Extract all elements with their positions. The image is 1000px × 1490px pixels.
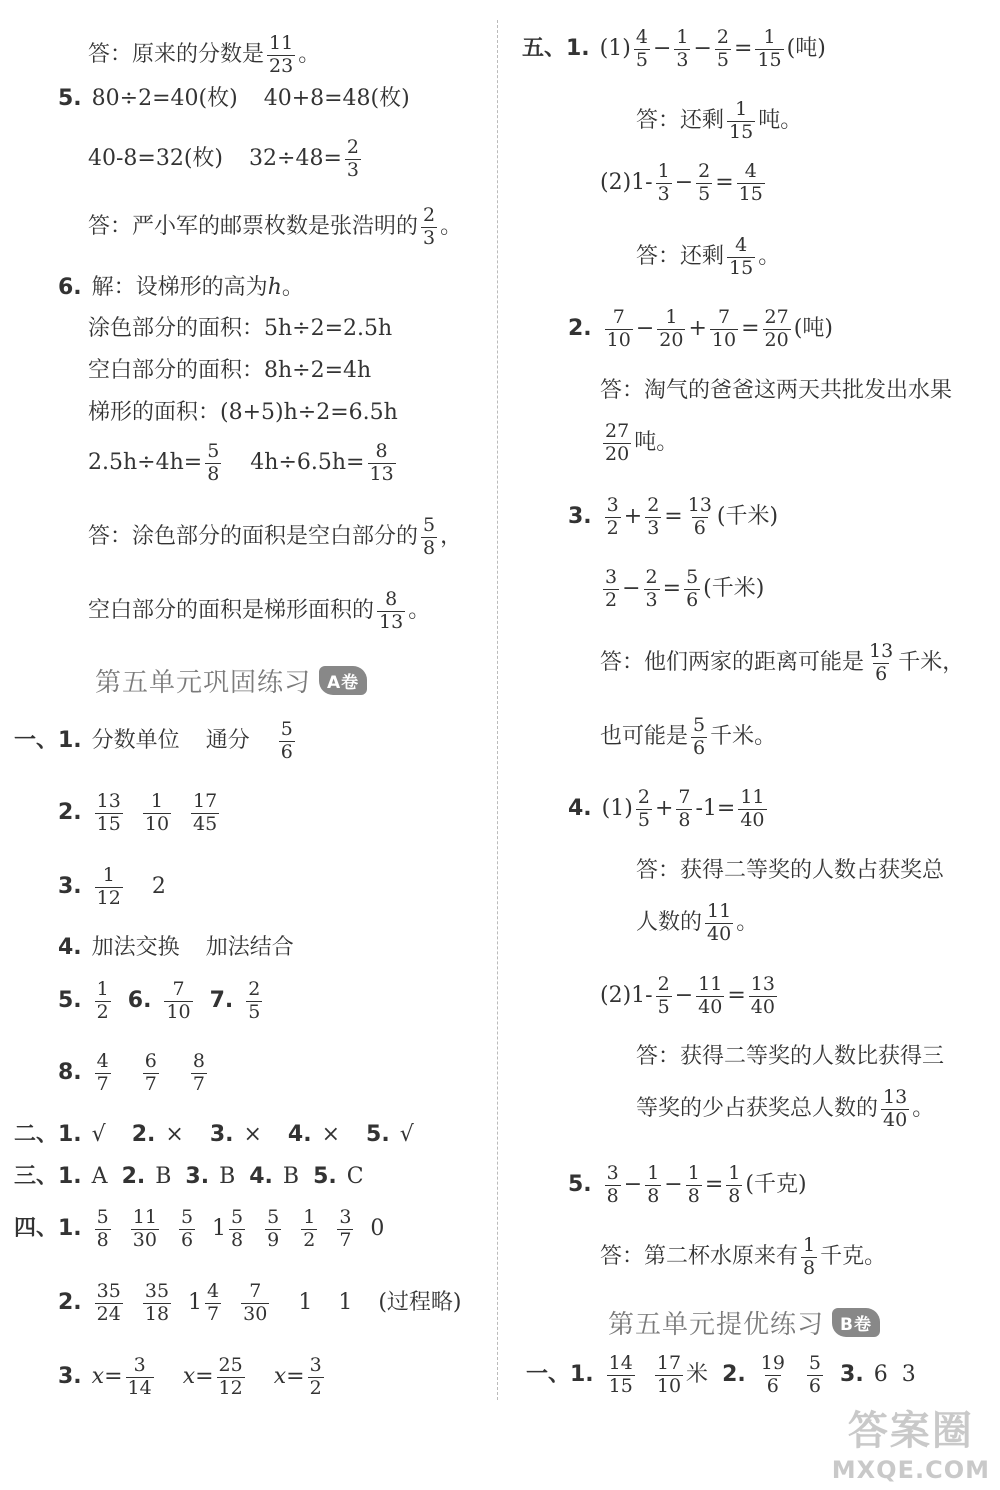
fraction: $\frac{6}{7}$ [144, 1050, 157, 1095]
answer-line: 答：获得二等奖的人数比获得三 [636, 1044, 945, 1069]
work-line: 涂色部分的面积：5h÷2=2.5h [88, 316, 393, 341]
question-number: 5. [568, 1172, 592, 1198]
fraction: $\frac{27}{20}$ [605, 420, 630, 465]
answer-line: 答：还剩 $\frac{1}{15}$ 吨。 [636, 98, 803, 143]
fraction: $\frac{25}{12}$ [218, 1354, 243, 1399]
question-number: 四、1. [14, 1216, 82, 1242]
fraction: $\frac{1}{2}$ [303, 1206, 316, 1251]
fraction: $\frac{13}{40}$ [883, 1086, 908, 1131]
right-column [500, 0, 1000, 1490]
fraction: $\frac{13}{40}$ [750, 973, 775, 1018]
fraction: $\frac{1}{20}$ [659, 306, 684, 351]
fraction: $\frac{1}{8}$ [687, 1162, 700, 1207]
section-3: 三、1. A 2. B 3. B 4. B 5. C [14, 1164, 364, 1189]
fraction: $\frac{4}{15}$ [738, 160, 763, 205]
fraction: $\frac{5}{6}$ [693, 714, 706, 759]
fraction: $\frac{7}{10}$ [606, 306, 631, 351]
fraction: $\frac{4}{15}$ [729, 234, 754, 279]
section-1-q5-7 [58, 980, 265, 1023]
fraction: $\frac{11}{23}$ [269, 32, 294, 77]
fraction: $\frac{3}{7}$ [339, 1206, 352, 1251]
section-5-q2: 2. $\frac{7}{10}$ − $\frac{1}{20}$ + $\frac{7}{10}$ = $\frac{27}{20}$ (吨) [568, 306, 833, 351]
fraction: $\frac{13}{15}$ [96, 790, 121, 835]
fraction: $\frac{5}{8}$ [423, 514, 436, 559]
fraction: $\frac{5}{6}$ [808, 1352, 822, 1397]
answer-line: 答：涂色部分的面积是空白部分的 $\frac{5}{8}$ ， [88, 514, 463, 559]
equation-line: 40-8=32(枚) 32÷48= $\frac{2}{3}$ [88, 136, 359, 181]
section-2: 二、1. √ 2. × 3. × 4. × 5. √ [14, 1122, 414, 1147]
fraction: $\frac{17}{45}$ [193, 790, 218, 835]
fraction: $\frac{17}{10}$ [656, 1352, 682, 1397]
fraction: $\frac{1}{3}$ [676, 26, 689, 71]
question-number: 3. [58, 874, 82, 900]
question-6: 6. 解：设梯形的高为 h 。 [58, 275, 304, 300]
work-line: 梯形的面积：(8+5)h÷2=6.5h [88, 400, 398, 425]
fraction: $\frac{2}{5}$ [698, 160, 711, 205]
question-number: 4. [568, 796, 592, 822]
section-badge: B卷 [832, 1308, 880, 1337]
fraction: $\frac{11}{40}$ [740, 786, 765, 831]
section-1-q1: 一、1. 分数单位 通分 $\frac{5}{6}$ [14, 718, 293, 763]
fraction: $\frac{14}{15}$ [608, 1352, 633, 1397]
work-line: 空白部分的面积：8h÷2=4h [88, 358, 372, 383]
answer-line: 答：淘气的爸爸这两天共批发出水果 [600, 378, 953, 403]
fraction: $\frac{1}{3}$ [657, 160, 670, 205]
answer-line: 答：原来的分数是 $\frac{11}{23}$ 。 [88, 32, 321, 77]
fraction: $\frac{1}{8}$ [728, 1162, 741, 1207]
fraction: $\frac{13}{6}$ [687, 494, 712, 539]
fraction: $\frac{11}{30}$ [132, 1206, 157, 1251]
question-5: 5. 80÷2=40(枚) 40+8=48(枚) [58, 86, 410, 111]
question-number: 3. [58, 1364, 82, 1390]
question-number: 7. [209, 988, 234, 1014]
fraction: $\frac{5}{6}$ [686, 566, 699, 611]
fraction: $\frac{8}{13}$ [369, 440, 394, 485]
question-number: 2. [58, 1290, 82, 1316]
fraction: $\frac{3}{2}$ [309, 1354, 322, 1399]
question-number: 5. [58, 86, 82, 111]
question-number: 二、1. [14, 1122, 82, 1147]
section-5-q3: 3. $\frac{3}{2}$ + $\frac{2}{3}$ = $\frac{13}{6}$ (千米) [568, 494, 779, 539]
question-number: 3. [568, 504, 592, 530]
question-number: 8. [58, 1060, 82, 1086]
fraction: $\frac{7}{8}$ [678, 786, 691, 831]
watermark: 答案圈 MXQE.COM [831, 1408, 990, 1484]
fraction: $\frac{2}{5}$ [637, 786, 650, 831]
fraction: $\frac{2}{3}$ [645, 566, 658, 611]
answer-line: $\frac{27}{20}$ 吨。 [605, 420, 679, 465]
equation-line: 2.5h÷4h= $\frac{5}{8}$ 4h÷6.5h= $\frac{8}{13}$ [88, 440, 394, 485]
section-1-q2 [58, 792, 222, 835]
equation-line: (2)1- $\frac{2}{5}$ − $\frac{11}{40}$ = $\frac{13}{40}$ [600, 973, 775, 1018]
fraction: $\frac{2}{5}$ [248, 978, 261, 1023]
fraction: $\frac{3}{2}$ [605, 566, 618, 611]
question-number: 2. [58, 800, 82, 826]
fraction: $\frac{13}{6}$ [869, 640, 894, 685]
answer-line: 答：第二杯水原来有 $\frac{1}{8}$ 千克。 [600, 1234, 887, 1279]
fraction: $\frac{19}{6}$ [760, 1352, 785, 1397]
section-5-q1: 五、1. (1) $\frac{4}{5}$ − $\frac{1}{3}$ − $\frac{2}{5}$ = $\frac{1}{15}$ (吨) [522, 26, 826, 71]
question-number: 一、1. [14, 728, 82, 754]
fraction: $\frac{2}{3}$ [423, 204, 436, 249]
fraction: $\frac{3}{2}$ [606, 494, 619, 539]
equation-line: $\frac{3}{2}$ − $\frac{2}{3}$ = $\frac{5}{6}$ (千米) [605, 566, 765, 611]
section-4-q3: 3. x= $\frac{3}{14}$ x= $\frac{25}{12}$ x= $\frac{3}{2}$ [58, 1354, 322, 1399]
fraction: $\frac{2}{3}$ [647, 494, 660, 539]
fraction: $\frac{7}{10}$ [166, 978, 191, 1023]
answer-line: 答：还剩 $\frac{4}{15}$ 。 [636, 234, 781, 279]
fraction: $\frac{8}{7}$ [192, 1050, 205, 1095]
fraction: $\frac{7}{30}$ [243, 1280, 268, 1325]
fraction: $\frac{1}{15}$ [757, 26, 782, 71]
section-b-q1: 一、1. $\frac{14}{15}$ $\frac{17}{10}$ 米 2. $\frac{19}{6}$ $\frac{5}{6}$ 3. 6 3 [526, 1352, 916, 1397]
answer-line: 答：获得二等奖的人数占获奖总 [636, 858, 945, 883]
question-number: 五、1. [522, 36, 590, 62]
fraction: $\frac{35}{24}$ [96, 1280, 121, 1325]
left-column [0, 0, 495, 1490]
fraction: $\frac{1}{15}$ [729, 98, 754, 143]
answer-line: 人数的 $\frac{11}{40}$ 。 [636, 900, 759, 945]
fraction: $\frac{1}{12}$ [96, 864, 121, 909]
fraction: $\frac{1}{2}$ [96, 978, 109, 1023]
fraction: $\frac{5}{9}$ [267, 1206, 280, 1251]
column-divider [497, 20, 498, 1400]
fraction: $\frac{11}{40}$ [698, 973, 723, 1018]
section-heading: 第五单元提优练习 B卷 [608, 1304, 880, 1341]
section-heading: 第五单元巩固练习 A卷 [95, 662, 367, 699]
question-number: 6. [127, 988, 152, 1014]
fraction: $\frac{5}{8}$ [231, 1206, 244, 1251]
section-1-q8 [58, 1052, 210, 1095]
question-number: 4. [58, 935, 82, 960]
answer-line: 答：他们两家的距离可能是 $\frac{13}{6}$ 千米， [600, 640, 965, 685]
fraction: $\frac{4}{7}$ [96, 1050, 109, 1095]
section-badge: A卷 [319, 666, 367, 695]
fraction: $\frac{8}{13}$ [379, 588, 404, 633]
section-1-q3: 3. $\frac{1}{12}$ 2 [58, 864, 166, 909]
section-1-q4: 4. 加法交换 加法结合 [58, 935, 294, 960]
fraction: $\frac{35}{18}$ [144, 1280, 170, 1325]
fraction: $\frac{1}{8}$ [803, 1234, 816, 1279]
question-number: 6. [58, 275, 82, 300]
section-4-q2: 2. $\frac{35}{24}$ $\frac{35}{18}$ 1 $\frac{4}{7}$ $\frac{7}{30}$ 1 1 (过程略) [58, 1280, 462, 1325]
section-4-q1: 四、1. $\frac{5}{8}$ $\frac{11}{30}$ $\frac{5}{6}$ 1 $\frac{5}{8}$ $\frac{5}{9}$ $\frac{1}{2}$ $\frac{3}{7}$ 0 [14, 1206, 385, 1251]
fraction: $\frac{5}{8}$ [207, 440, 220, 485]
fraction: $\frac{2}{5}$ [716, 26, 729, 71]
fraction: $\frac{5}{6}$ [280, 718, 293, 763]
answer-line: 也可能是 $\frac{5}{6}$ 千米。 [600, 714, 777, 759]
question-number: 2. [568, 316, 592, 342]
fraction: $\frac{1}{10}$ [144, 790, 170, 835]
fraction: $\frac{27}{20}$ [764, 306, 789, 351]
equation-line: (2)1- $\frac{1}{3}$ − $\frac{2}{5}$ = $\frac{4}{15}$ [600, 160, 763, 205]
fraction: $\frac{1}{8}$ [647, 1162, 660, 1207]
section-5-q5: 5. $\frac{3}{8}$ − $\frac{1}{8}$ − $\frac{1}{8}$ = $\frac{1}{8}$ (千克) [568, 1162, 807, 1207]
answer-line: 空白部分的面积是梯形面积的 $\frac{8}{13}$ 。 [88, 588, 431, 633]
question-number: 三、1. [14, 1164, 82, 1189]
answer-line: 答：严小军的邮票枚数是张浩明的 $\frac{2}{3}$ 。 [88, 204, 463, 249]
fraction: $\frac{2}{5}$ [657, 973, 670, 1018]
fraction: $\frac{2}{3}$ [346, 136, 359, 181]
fraction: $\frac{3}{8}$ [606, 1162, 619, 1207]
fraction: $\frac{4}{7}$ [207, 1280, 220, 1325]
text: 答：原来的分数是 [88, 42, 265, 68]
fraction: $\frac{5}{6}$ [180, 1206, 194, 1251]
fraction: $\frac{4}{5}$ [635, 26, 648, 71]
fraction: $\frac{3}{14}$ [127, 1354, 152, 1399]
answer-line: 等奖的少占获奖总人数的 $\frac{13}{40}$ 。 [636, 1086, 935, 1131]
question-number: 一、1. [526, 1362, 594, 1388]
fraction: $\frac{11}{40}$ [707, 900, 732, 945]
fraction: $\frac{7}{10}$ [711, 306, 737, 351]
fraction: $\frac{5}{8}$ [96, 1206, 109, 1251]
question-number: 5. [58, 988, 82, 1014]
section-5-q4: 4. (1) $\frac{2}{5}$ + $\frac{7}{8}$ -1= $\frac{11}{40}$ [568, 786, 765, 831]
